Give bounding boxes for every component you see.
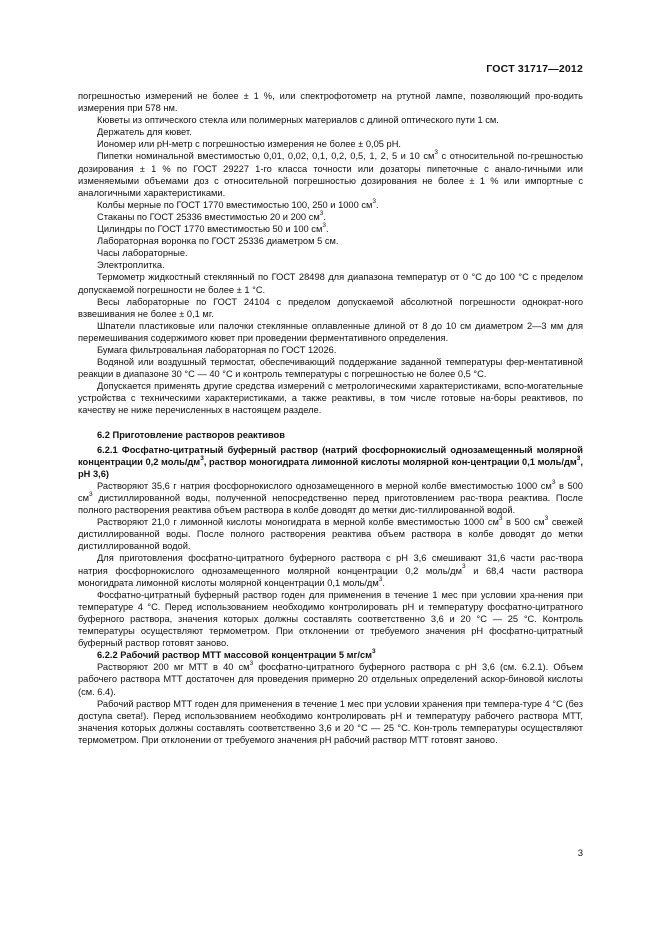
paragraph bbox=[78, 516, 583, 552]
paragraph bbox=[78, 552, 583, 588]
text-run: . bbox=[325, 224, 329, 235]
superscript: 3 bbox=[372, 197, 377, 205]
paragraph bbox=[78, 344, 583, 356]
text-run: свежей дистиллированной воды. После полного растворения реактива объем раствора в колбе доводят до метки дистиллированной водой. bbox=[78, 517, 583, 552]
text-run: Часы лабораторные. bbox=[97, 248, 188, 259]
superscript: 3 bbox=[249, 660, 254, 668]
paragraph bbox=[78, 211, 583, 223]
text-run: Кюветы из оптического стекла или полимерных материалов с длиной оптического пути 1 см. bbox=[97, 115, 499, 126]
text-run: 6.2.2 Рабочий раствор МТТ массовой концентрации 5 мг/см bbox=[97, 650, 373, 661]
text-run: Допускается применять другие средства измерений с метрологическими характеристиками, вспо-могательные устройства с техническими характеристиками, а также реактивы, в том числе готовые на-боры реактивов, по качеству не ниже перечисленных в настоящем разделе. bbox=[78, 381, 583, 416]
text-run: Лабораторная воронка по ГОСТ 25336 диаметром 5 см. bbox=[97, 236, 339, 247]
paragraph bbox=[78, 235, 583, 247]
text-run: Фосфатно-цитратный буферный раствор годен для применения в течение 1 мес при условии хра-нения при температуре 4 °С. Перед использованием необходимо контролировать pH и температуру фосфатно-цитратного буферного раствора, значения которых должны составлять соответственно 3,6 и 20 °С — 25 °С. Контроль температуры осуществляют термометром. При отклонении от требуемого значения pH фосфатно-цитратный буферный раствор готовят заново. bbox=[78, 589, 583, 649]
paragraph bbox=[78, 126, 583, 138]
text-run: Рабочий раствор МТТ годен для применения в течение 1 мес при условии хранения при темпера-туре 4 °С (без доступа света!). Перед использованием необходимо контролировать pH и температуру рабочего раствора МТТ, значения которых должны составлять соответственно 3,6 и 20 °С — 25 °С. Кон-троль температуры осуществляют термометром. При отклонении от требуемого значения pH рабочий раствор МТТ готовят заново. bbox=[78, 698, 583, 745]
paragraph bbox=[78, 661, 583, 697]
superscript: 3 bbox=[498, 515, 503, 523]
text-run: . bbox=[382, 577, 385, 588]
paragraph bbox=[78, 223, 583, 235]
text-run: Растворяют 35,6 г натрия фосфорнокислого однозамещенного в мерной колбе вместимостью 1000 см bbox=[97, 480, 552, 491]
paragraph bbox=[78, 138, 583, 150]
text-run: погрешностью измерений не более ± 1 %, или спектрофотометр на ртутной лампе, позволяющий про-водить измерения при 578 нм. bbox=[78, 91, 583, 114]
paragraph bbox=[78, 247, 583, 259]
section-heading bbox=[78, 649, 583, 661]
text-run: Электроплитка. bbox=[97, 260, 165, 271]
text-run: в 500 см bbox=[78, 480, 583, 503]
paragraph bbox=[78, 271, 583, 295]
paragraph bbox=[78, 199, 583, 211]
paragraph bbox=[78, 150, 583, 198]
page-number: 3 bbox=[577, 848, 583, 859]
superscript: 3 bbox=[89, 490, 93, 498]
text-run: , pH 3,6) bbox=[78, 456, 583, 479]
text-run: Колбы мерные по ГОСТ 1770 вместимостью 100, 250 и 1000 см bbox=[97, 199, 373, 210]
paragraph bbox=[78, 114, 583, 126]
text-run: фосфатно-цитратного буферного раствора с pH 3,6 (см. 6.2.1). Объем рабочего раствора МТТ достаточен для проведения примерно 20 отдельных определений аскор-биновой кислоты (см. 6.4). bbox=[78, 662, 583, 697]
text-run: и 68,4 части раствора моногидрата лимонной кислоты молярной концентрации 0,1 моль/дм bbox=[78, 565, 584, 588]
superscript: 3 bbox=[378, 575, 383, 583]
paragraph bbox=[78, 480, 583, 516]
paragraph bbox=[78, 296, 583, 320]
text-run: Термометр жидкостный стеклянный по ГОСТ 28498 для диапазона температур от 0 °С до 100 °С с пределом допускаемой погрешности не более ± 1 °С. bbox=[78, 272, 583, 295]
text-run: Иономер или pH-метр с погрешностью измерения не более ± 0,05 pH. bbox=[97, 139, 402, 150]
text-run: Растворяют 21,0 г лимонной кислоты моногидрата в мерной колбе вместимостью 1000 см bbox=[97, 517, 499, 528]
text-run: Цилиндры по ГОСТ 1770 вместимостью 50 и 100 см bbox=[97, 224, 323, 235]
superscript: 3 bbox=[434, 149, 438, 157]
standard-header: ГОСТ 31717—2012 bbox=[486, 63, 583, 75]
text-run: 6.2.1 Фосфатно-цитратный буферный раствор (натрий фосфорнокислый однозамещенный молярной концентрации 0,2 моль/дм bbox=[78, 444, 583, 467]
paragraph bbox=[78, 698, 583, 746]
text-run: 6.2 Приготовление растворов реактивов bbox=[97, 429, 285, 440]
paragraph bbox=[78, 90, 583, 114]
superscript: 3 bbox=[576, 454, 581, 462]
document-body bbox=[78, 90, 583, 746]
section-heading bbox=[78, 444, 583, 480]
superscript: 3 bbox=[544, 515, 549, 523]
superscript: 3 bbox=[372, 648, 376, 656]
paragraph bbox=[78, 356, 583, 380]
paragraph bbox=[78, 259, 583, 271]
text-run: Водяной или воздушный термостат, обеспечивающий поддержание заданной температуры фер-ментативной реакции в диапазоне 30 °С — 40 °С и контроль температуры с погрешностью не более 0,5 °С. bbox=[78, 357, 583, 380]
text-run: Шпатели пластиковые или палочки стеклянные оплавленные длиной от 8 до 10 см диаметром 2—3 мм для перемешивания содержимого кювет при проведении ферментативного определения. bbox=[78, 320, 583, 343]
text-run: Бумага фильтровальная лабораторная по ГОСТ 12026. bbox=[97, 344, 337, 355]
superscript: 3 bbox=[322, 221, 326, 229]
paragraph bbox=[78, 380, 583, 416]
superscript: 3 bbox=[200, 454, 204, 462]
paragraph bbox=[78, 320, 583, 344]
text-run: . bbox=[376, 199, 379, 210]
superscript: 3 bbox=[461, 563, 466, 571]
text-run: Растворяют 200 мг МТТ в 40 см bbox=[97, 662, 250, 673]
paragraph bbox=[78, 589, 583, 649]
text-run: . bbox=[323, 211, 326, 222]
text-run: Держатель для кювет. bbox=[97, 127, 192, 138]
section-heading bbox=[78, 429, 583, 441]
text-run: Для приготовления фосфатно-цитратного буферного раствора с pH 3,6 смешивают 31,6 части рас-твора натрия фосфорнокислого однозамещенного молярной концентрации 0,2 моль/дм bbox=[78, 553, 583, 576]
text-run: Стаканы по ГОСТ 25336 вместимостью 20 и 200 см bbox=[97, 211, 320, 222]
superscript: 3 bbox=[551, 478, 556, 486]
text-run: Весы лабораторные по ГОСТ 24104 с пределом допускаемой абсолютной погрешности однократ-ного взвешивания не более ± 0,1 мг. bbox=[78, 296, 583, 319]
text-run: с относительной по-грешностью дозирования ± 1 % по ГОСТ 29227 1-го класса точности или дозаторы пипеточные с анало-гичными или изменяемыми объемами доз с относительной погрешностью дозирования не более ± 1 % или импортные с аналогичными характеристиками. bbox=[78, 151, 583, 198]
text-run: , раствор моногидрата лимонной кислоты молярной кон-центрации 0,1 моль/дм bbox=[203, 456, 577, 467]
superscript: 3 bbox=[319, 209, 324, 217]
text-run: в 500 см bbox=[502, 517, 545, 528]
text-run: Пипетки номинальной вместимостью 0,01, 0,02, 0,1, 0,2, 0,5, 1, 2, 5 и 10 см bbox=[97, 151, 435, 162]
text-run: дистиллированной воды, полученной непосредственно перед приготовлением рас-твора реактива. После полного растворения реактива объем раствора в колбе доводят до метки дис-тиллированной водой. bbox=[78, 493, 583, 516]
